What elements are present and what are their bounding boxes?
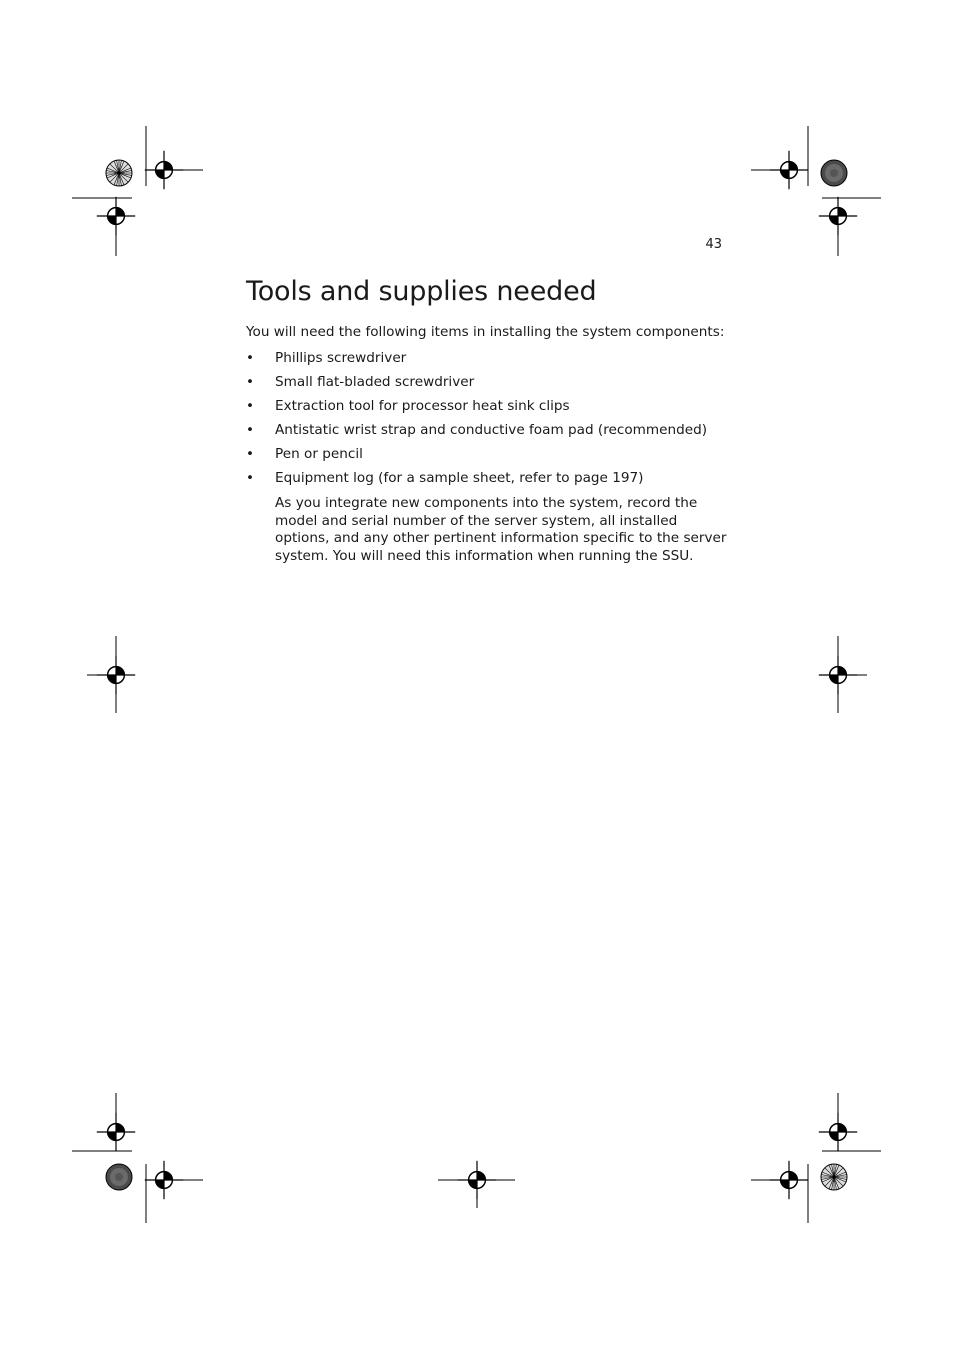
color-wheel-icon [821, 1164, 847, 1190]
registration-mark-icon [458, 1161, 496, 1199]
list-item [246, 445, 726, 469]
bullet-icon: • [246, 350, 255, 366]
page-title: Tools and supplies needed [246, 276, 597, 307]
page-number: 43 [705, 237, 722, 252]
list-item [246, 469, 726, 493]
registration-mark-icon [819, 197, 857, 235]
bullet-icon: • [246, 446, 255, 462]
list-item [246, 421, 726, 445]
registration-mark-icon [97, 656, 135, 694]
list-item-text: Phillips screwdriver [275, 350, 407, 366]
list-item [246, 373, 726, 397]
registration-mark-icon [97, 197, 135, 235]
bullet-icon: • [246, 470, 255, 486]
list-item-text: Equipment log (for a sample sheet, refer to page 197) [275, 470, 644, 486]
registration-mark-icon [770, 1161, 808, 1199]
registration-mark-icon [145, 1161, 183, 1199]
intro-paragraph: You will need the following items in installing the system components: [246, 324, 725, 340]
color-wheel-icon [821, 160, 847, 186]
equipment-log-note: As you integrate new components into the system, record the model and serial number of the server system, all installed options, and any other pertinent information specific to the server system. You will need this information when running the SSU. [275, 495, 727, 565]
registration-mark-icon [97, 1113, 135, 1151]
list-item [246, 349, 726, 373]
color-wheel-icon [106, 1164, 132, 1190]
list-item-text: Extraction tool for processor heat sink clips [275, 398, 570, 414]
registration-mark-icon [819, 656, 857, 694]
list-item-text: Antistatic wrist strap and conductive foam pad (recommended) [275, 422, 708, 438]
bullet-icon: • [246, 374, 255, 390]
bullet-icon: • [246, 398, 255, 414]
registration-mark-icon [770, 151, 808, 189]
registration-mark-icon [145, 151, 183, 189]
bullet-icon: • [246, 422, 255, 438]
tools-list [246, 349, 726, 493]
list-item-text: Pen or pencil [275, 446, 363, 462]
registration-mark-icon [819, 1113, 857, 1151]
list-item-text: Small flat-bladed screwdriver [275, 374, 475, 390]
color-wheel-icon [106, 160, 132, 186]
list-item [246, 397, 726, 421]
